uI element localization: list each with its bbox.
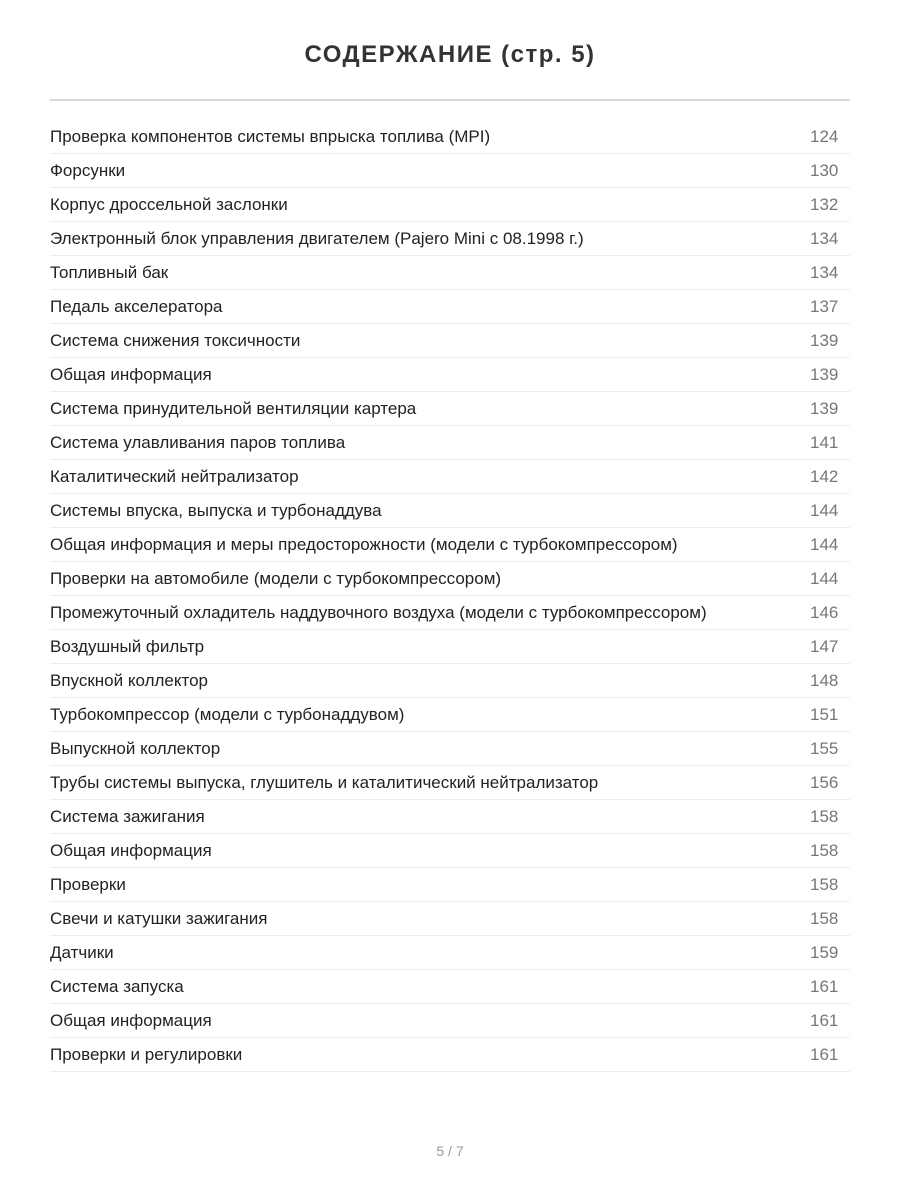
toc-entry-title: Электронный блок управления двигателем (Pajero Mini с 08.1998 г.) [50, 228, 584, 248]
toc-entry-page: 139 [810, 398, 839, 418]
toc-entry[interactable] [50, 936, 850, 970]
page-indicator: 5 / 7 [436, 1143, 464, 1159]
toc-entry-page: 146 [810, 602, 839, 622]
toc-entry-page: 134 [810, 228, 839, 248]
toc-entry-title: Датчики [50, 942, 114, 962]
toc-entry-page: 161 [810, 976, 839, 996]
toc-entry[interactable] [50, 392, 850, 426]
toc-entry-title: Форсунки [50, 160, 126, 180]
toc-entry[interactable] [50, 664, 850, 698]
toc-entry[interactable] [50, 222, 850, 256]
toc-entry[interactable] [50, 494, 850, 528]
toc-list [50, 120, 850, 1072]
toc-entry[interactable] [50, 358, 850, 392]
toc-entry-title: Проверка компонентов системы впрыска топлива (MPI) [50, 126, 491, 146]
toc-entry[interactable] [50, 868, 850, 902]
toc-entry-page: 144 [810, 500, 839, 520]
toc-entry[interactable] [50, 732, 850, 766]
toc-entry-page: 139 [810, 364, 839, 384]
toc-entry-title: Каталитический нейтрализатор [50, 466, 299, 486]
toc-entry-title: Системы впуска, выпуска и турбонаддува [50, 500, 382, 520]
toc-entry-page: 144 [810, 568, 839, 588]
title-divider [50, 99, 850, 101]
toc-entry[interactable] [50, 120, 850, 154]
toc-entry[interactable] [50, 290, 850, 324]
toc-entry-page: 137 [810, 296, 839, 316]
toc-entry[interactable] [50, 596, 850, 630]
toc-entry[interactable] [50, 630, 850, 664]
toc-entry-title: Выпускной коллектор [50, 738, 221, 758]
toc-entry-title: Корпус дроссельной заслонки [50, 194, 288, 214]
toc-entry-page: 130 [810, 160, 839, 180]
toc-entry-title: Турбокомпрессор (модели с турбонаддувом) [50, 704, 405, 724]
toc-entry[interactable] [50, 426, 850, 460]
toc-entry[interactable] [50, 256, 850, 290]
toc-entry[interactable] [50, 562, 850, 596]
toc-entry-page: 144 [810, 534, 839, 554]
toc-entry-title: Трубы системы выпуска, глушитель и каталитический нейтрализатор [50, 772, 599, 792]
toc-entry-page: 161 [810, 1044, 839, 1064]
toc-entry[interactable] [50, 460, 850, 494]
toc-entry-page: 159 [810, 942, 839, 962]
toc-entry-title: Педаль акселератора [50, 296, 223, 316]
toc-entry-title: Система запуска [50, 976, 184, 996]
toc-entry-page: 134 [810, 262, 839, 282]
toc-entry-page: 132 [810, 194, 839, 214]
page-title: СОДЕРЖАНИЕ (стр. 5) [304, 41, 596, 68]
toc-entry-page: 155 [810, 738, 839, 758]
toc-entry-title: Топливный бак [50, 262, 169, 282]
toc-entry-title: Свечи и катушки зажигания [50, 908, 268, 928]
toc-entry[interactable] [50, 698, 850, 732]
toc-entry[interactable] [50, 1004, 850, 1038]
toc-entry[interactable] [50, 188, 850, 222]
toc-entry-page: 161 [810, 1010, 839, 1030]
toc-entry-page: 158 [810, 806, 839, 826]
toc-entry[interactable] [50, 528, 850, 562]
toc-entry-title: Общая информация и меры предосторожности (модели с турбокомпрессором) [50, 534, 678, 554]
toc-entry[interactable] [50, 324, 850, 358]
toc-entry-title: Система принудительной вентиляции картера [50, 398, 417, 418]
toc-entry-page: 142 [810, 466, 839, 486]
toc-entry-page: 151 [810, 704, 839, 724]
toc-entry[interactable] [50, 154, 850, 188]
toc-entry-title: Проверки на автомобиле (модели с турбокомпрессором) [50, 568, 502, 588]
toc-entry[interactable] [50, 766, 850, 800]
toc-entry-page: 158 [810, 908, 839, 928]
toc-entry[interactable] [50, 1038, 850, 1072]
toc-entry-page: 141 [810, 432, 839, 452]
toc-entry-title: Система снижения токсичности [50, 330, 301, 350]
toc-entry-title: Воздушный фильтр [50, 636, 205, 656]
toc-entry-title: Общая информация [50, 364, 212, 384]
toc-entry[interactable] [50, 834, 850, 868]
toc-entry-title: Общая информация [50, 1010, 212, 1030]
toc-entry-page: 156 [810, 772, 839, 792]
toc-entry-page: 148 [810, 670, 839, 690]
toc-entry-page: 158 [810, 840, 839, 860]
toc-entry-page: 147 [810, 636, 839, 656]
toc-entry-title: Проверки и регулировки [50, 1044, 243, 1064]
toc-entry-page: 139 [810, 330, 839, 350]
toc-entry-title: Система зажигания [50, 806, 205, 826]
toc-entry-title: Промежуточный охладитель наддувочного воздуха (модели с турбокомпрессором) [50, 602, 707, 622]
toc-entry-page: 124 [810, 126, 839, 146]
toc-entry-page: 158 [810, 874, 839, 894]
toc-entry-title: Общая информация [50, 840, 212, 860]
toc-entry-title: Впускной коллектор [50, 670, 208, 690]
toc-entry[interactable] [50, 970, 850, 1004]
toc-entry[interactable] [50, 800, 850, 834]
toc-entry[interactable] [50, 902, 850, 936]
toc-entry-title: Система улавливания паров топлива [50, 432, 346, 452]
toc-entry-title: Проверки [50, 874, 126, 894]
